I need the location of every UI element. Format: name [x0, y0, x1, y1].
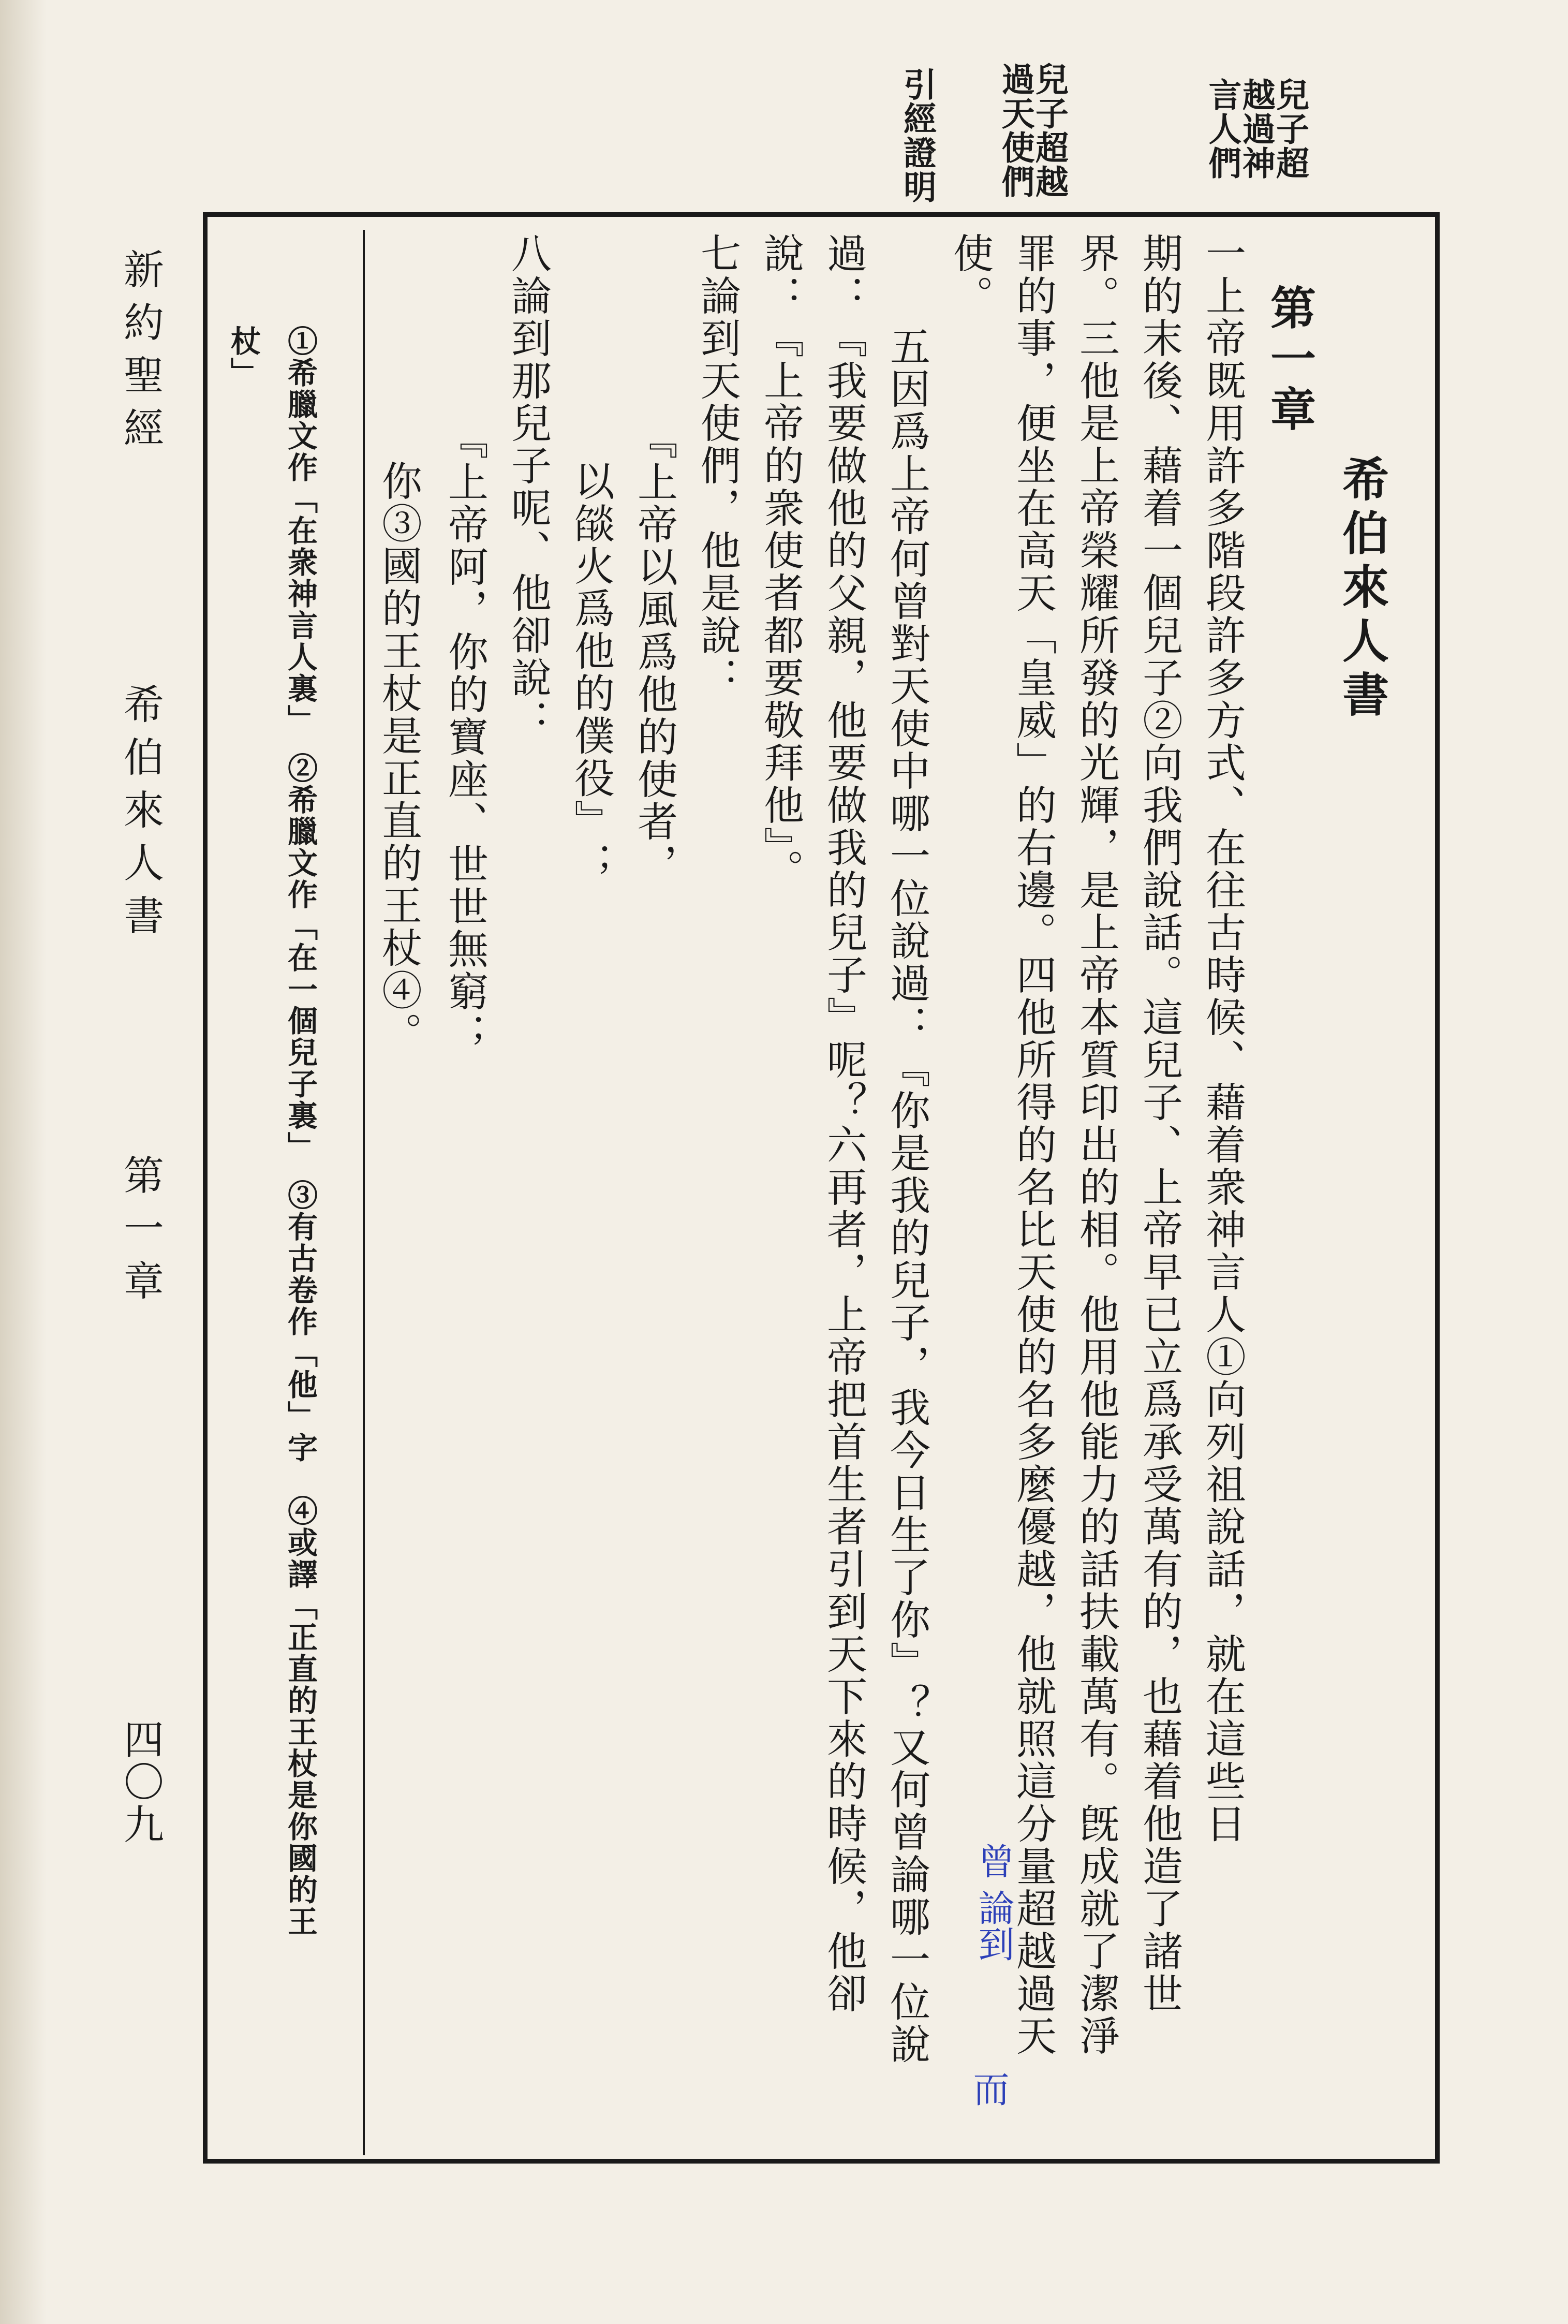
side-heading-1: 兒子超越過神言人們 [1203, 78, 1309, 180]
handwritten-annotation-2: 論到 [972, 1889, 1015, 1962]
body-column-10: 『上帝以風爲他的使者， [631, 419, 677, 886]
body-column-9: 七論到天使們，他是說： [694, 232, 741, 699]
footnote-divider [363, 230, 365, 2155]
handwritten-annotation-1: 曾 [972, 1843, 1015, 1879]
body-column-11: 以燄火爲他的僕役』； [568, 460, 614, 885]
footnote-line-1: ①希臘文作「在衆神言人裏」 ②希臘文作「在一個兒子裏」 ③有古卷作「他」字 ④或譯「正直的王杖是你國的王 [283, 326, 318, 1937]
body-column-6: 五因爲上帝何曾對天使中哪一位說過：『你是我的兒子，我今日生了你』？又何曾論哪一位說 [883, 326, 930, 2066]
book-title: 希伯來人書 [1334, 455, 1389, 724]
body-column-2: 期的末後、藉着一個兒子②向我們說話。這兒子、上帝早已立爲承受萬有的，也藉着他造了諸世 [1136, 232, 1182, 2015]
text-frame [203, 212, 1440, 2164]
running-header-chapter: 第一章 [117, 1154, 164, 1313]
page-number: 四〇九 [117, 1718, 164, 1846]
page-edge-shadow [0, 0, 47, 2324]
body-column-12: 八論到那兒子呢、他卻說： [505, 232, 551, 742]
body-column-5: 使。 [946, 232, 993, 317]
body-column-7: 過：『我要做他的父親，他要做我的兒子』呢？六再者，上帝把首生者引到天下來的時候，他卻 [820, 232, 867, 2015]
chapter-heading: 第一章 [1263, 284, 1317, 436]
footnote-line-2: 杖」 [226, 326, 261, 389]
running-header-series: 新約聖經 [117, 248, 164, 460]
body-column-4: 罪的事，便坐在高天「皇威」的右邊。四他所得的名比天使的名多麼優越，他就照這分量超越過天 [1010, 232, 1056, 2057]
body-column-13: 『上帝阿，你的寶座、世世無窮； [441, 419, 488, 1055]
body-column-8: 說：『上帝的衆使者都要敬拜他』。 [757, 232, 804, 891]
side-heading-3: 引經證明 [898, 67, 937, 204]
body-column-3: 界。三他是上帝榮耀所發的光輝，是上帝本質印出的相。他用他能力的話扶載萬有。旣成就了潔淨 [1073, 232, 1119, 2057]
side-heading-2: 兒子超越過天使們 [996, 62, 1069, 199]
body-column-14: 你③國的王杖是正直的王杖④。 [375, 460, 422, 1054]
body-column-1: 一上帝既用許多階段許多方式、在往古時候、藉着衆神言人①向列祖說話，就在這些日 [1199, 232, 1246, 1845]
running-header-book: 希伯來人書 [117, 683, 164, 947]
handwritten-annotation-3: 而 [967, 2070, 1010, 2107]
